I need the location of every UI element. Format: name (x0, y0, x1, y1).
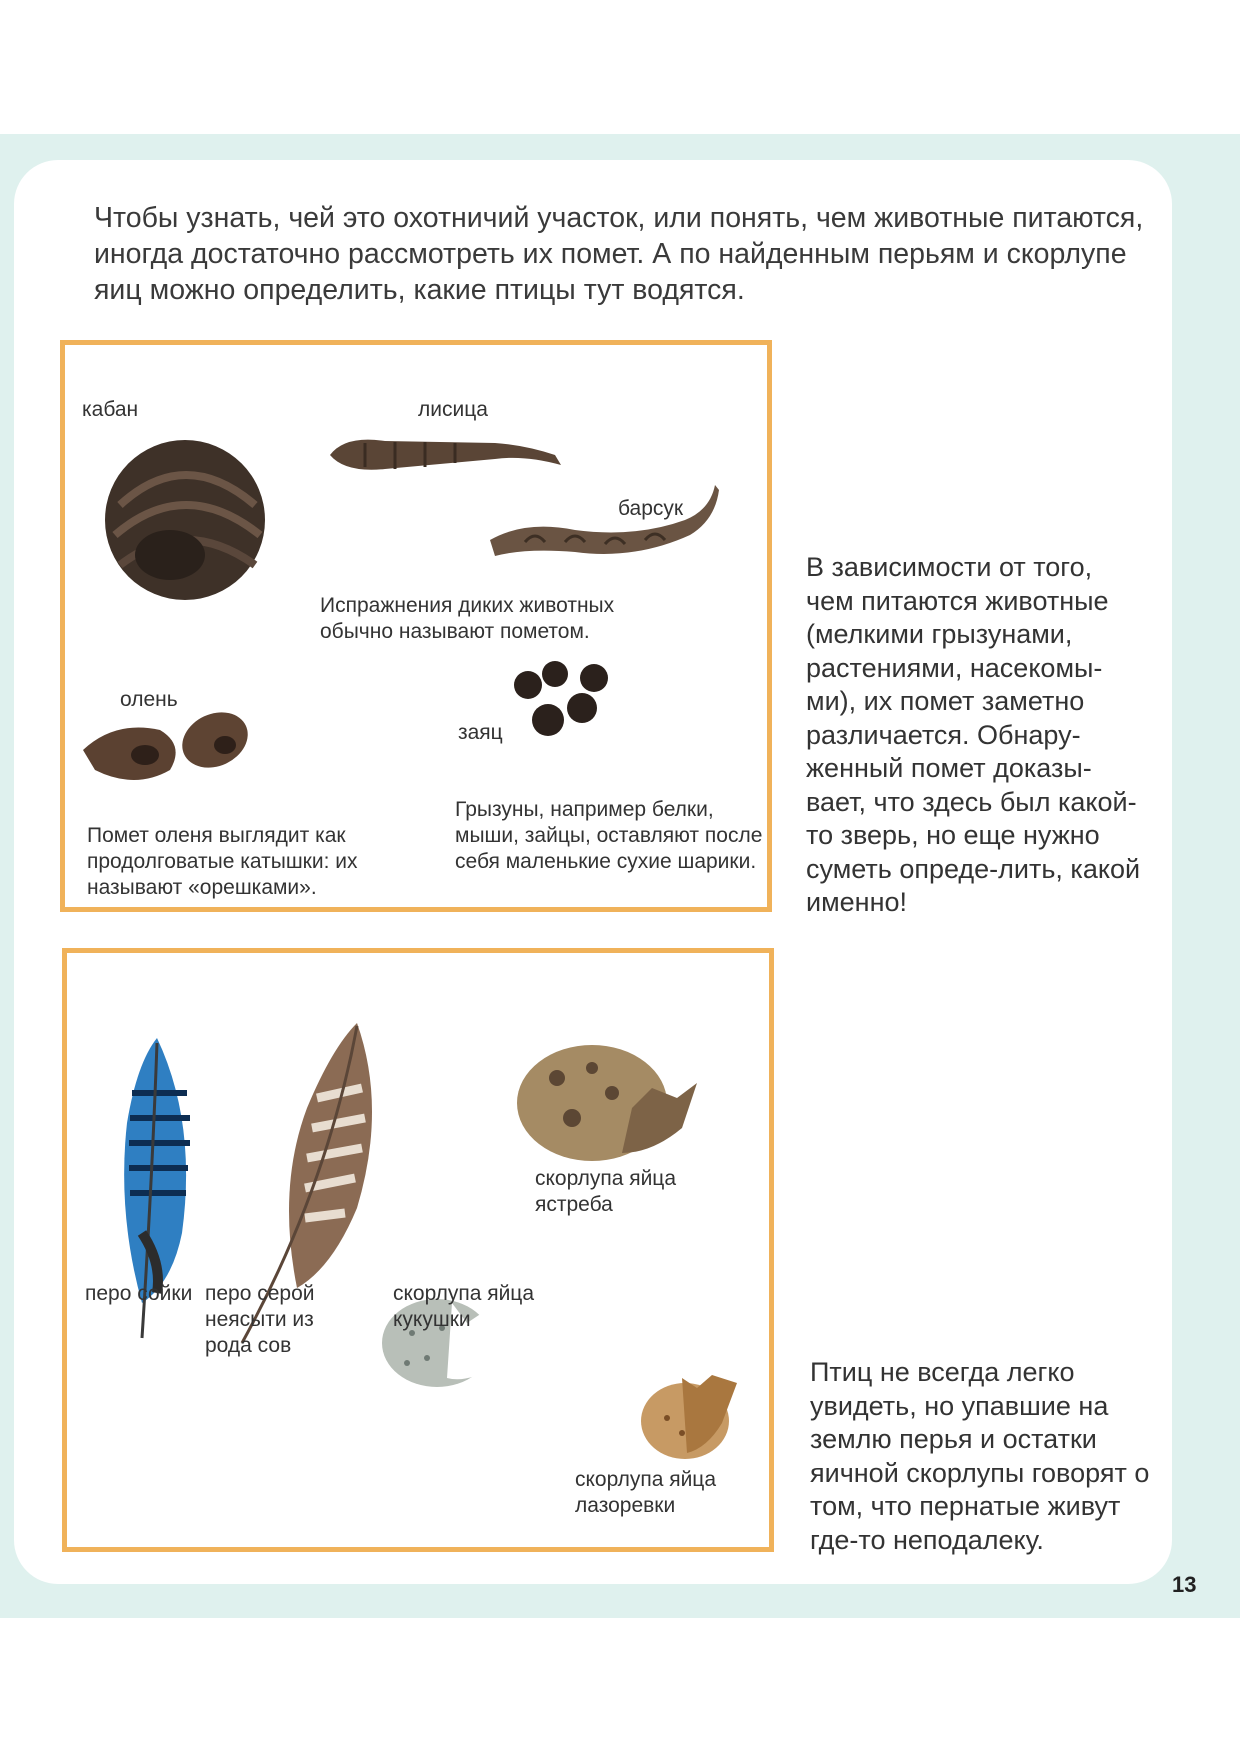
caption-deer: Помет оленя выглядит как продолговатые катышки: их называют «орешками». (87, 824, 358, 899)
label-badger: барсук (618, 497, 684, 520)
side-text-birds: Птиц не всегда легко увидеть, но упавшие на землю перья и остатки яичной скорлупы говорят о том, что пернатые живут где-то неподалеку. (810, 1357, 1150, 1555)
label-owl-feather: перо серой неясыти из рода сов (205, 1282, 315, 1357)
boar-dropping-illustration (90, 425, 280, 605)
deer-dropping-illustration (75, 700, 265, 790)
label-fox: лисица (418, 398, 488, 421)
label-jay-feather: перо сойки (85, 1282, 193, 1305)
badger-dropping-illustration (485, 480, 725, 570)
label-deer: олень (120, 688, 178, 711)
blue-tit-eggshell-illustration (637, 1363, 747, 1463)
label-boar: кабан (82, 398, 139, 421)
hare-dropping-illustration (510, 660, 620, 750)
caption-droppings: Испражнения диких животных обычно называют пометом. (320, 594, 615, 643)
droppings-panel (60, 340, 772, 912)
side-text-droppings: В зависимости от того, чем питаются животные (мелкими грызунами, растениями, насекомы-ми), их помет заметно различается. Обнару-женный помет доказы-вает, что здесь был какой-то зверь, но еще нужно суметь опреде-лить, какой именно! (806, 552, 1141, 917)
label-blue-tit-egg: скорлупа яйца лазоревки (575, 1468, 717, 1517)
caption-rodents: Грызуны, например белки, мыши, зайцы, оставляют после себя маленькие сухие шарики. (455, 798, 763, 873)
intro-paragraph: Чтобы узнать, чей это охотничий участок, или понять, чем животные питаются, иногда достаточно рассмотреть их помет. А по найденным перьям и скорлупе яиц можно определить, какие птицы тут водятся. (94, 202, 1144, 306)
label-cuckoo-egg: скорлупа яйца кукушки (393, 1282, 535, 1331)
label-hare: заяц (458, 721, 503, 744)
page-number: 13 (1172, 1572, 1197, 1597)
hawk-eggshell-illustration (512, 1038, 702, 1168)
fox-dropping-illustration (325, 425, 565, 485)
feathers-eggs-panel (62, 948, 774, 1552)
label-hawk-egg: скорлупа яйца ястреба (535, 1167, 677, 1216)
